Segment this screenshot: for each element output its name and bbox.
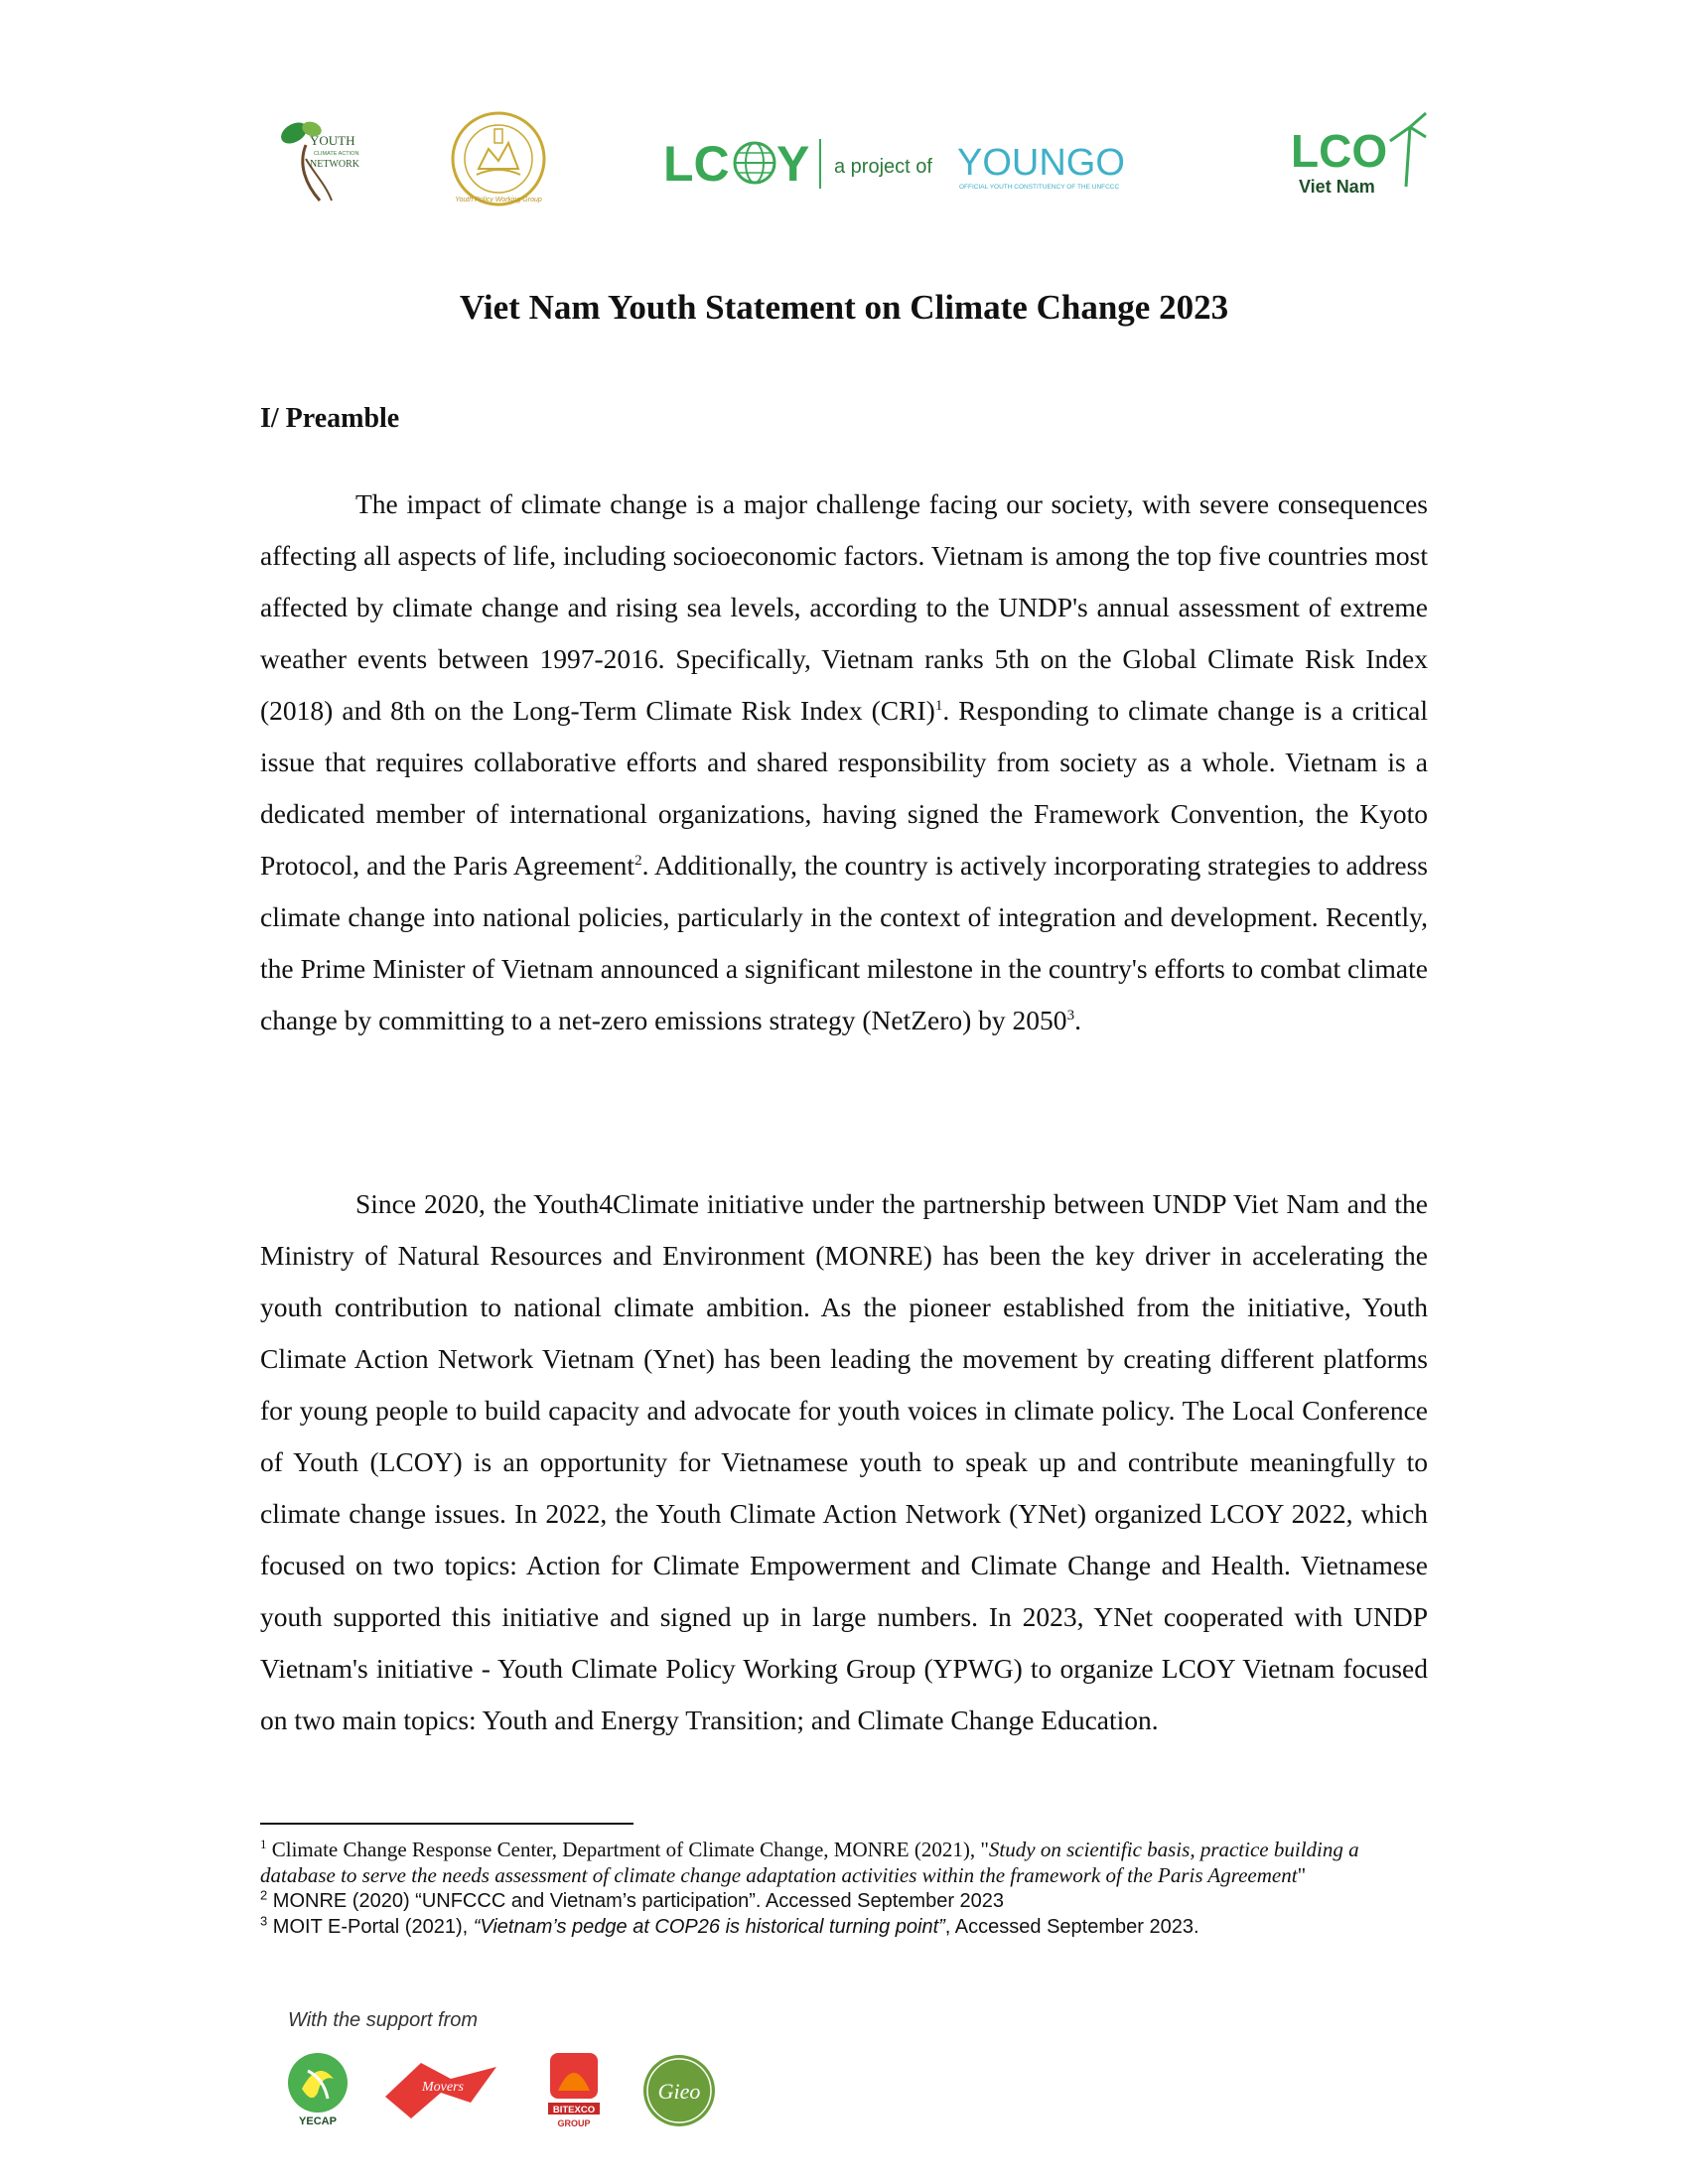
footnote-1-text: Climate Change Response Center, Department of Climate Change, MONRE (2021), " xyxy=(271,1838,989,1861)
support-label: With the support from xyxy=(288,2009,479,2031)
gieo-logo xyxy=(641,2053,717,2128)
section-heading-preamble: I/ Preamble xyxy=(260,403,400,434)
yecap-text: YECAP xyxy=(299,2116,337,2127)
paragraph-1-part-d: . xyxy=(1074,1005,1081,1035)
footnote-ref-1[interactable]: 1 xyxy=(934,697,943,714)
document-title: Viet Nam Youth Statement on Climate Change 2023 xyxy=(459,288,1229,327)
footnote-2 xyxy=(260,1888,1428,1914)
yecap-logo xyxy=(278,2049,357,2128)
paragraph-preamble-2: Since 2020, the Youth4Climate initiative under the partnership between UNDP Viet Nam and the Ministry of Natural Resources and Environment (MONRE) has been the key driver in accelerating the youth contribution to national climate ambition. As the pioneer established from the initiative, Youth Climate Action Network Vietnam (Ynet) has been leading the movement by creating different platforms for young people to build capacity and advocate for youth voices in climate policy. The Local Conference of Youth (LCOY) is an opportunity for Vietnamese youth to speak up and contribute meaningfully to climate change issues. In 2022, the Youth Climate Action Network (YNet) organized LCOY 2022, which focused on two topics: Action for Climate Empowerment and Climate Change and Health. Vietnamese youth supported this initiative and signed up in large numbers. In 2023, YNet cooperated with UNDP Vietnam's initiative - Youth Climate Policy Working Group (YPWG) to organize LCOY Vietnam focused on two main topics: Youth and Energy Transition; and Climate Change Education. xyxy=(260,1188,1428,1735)
footnote-1-number: 1 xyxy=(260,1837,267,1851)
paragraph-preamble-1 xyxy=(260,478,1428,1046)
ycan-logo-line3: NETWORK xyxy=(310,159,359,170)
paragraph-1-part-c: . Additionally, the country is actively incorporating strategies to address climate change into national policies, particularly in the context of integration and development. Recently, the Prime Minister of Vietnam announced a significant milestone in the country's efforts to combat climate change by committing to a net-zero emissions strategy (NetZero) by 2050 xyxy=(260,850,1429,1035)
lcoy-vietnam-sub: Viet Nam xyxy=(1299,177,1375,197)
footnote-2-text: MONRE (2020) “UNFCCC and Vietnam’s participation”. Accessed September 2023 xyxy=(272,1890,1005,1912)
footnote-3-number: 3 xyxy=(260,1913,268,1929)
footnote-2-number: 2 xyxy=(260,1887,268,1903)
youngo-subtext: OFFICIAL YOUTH CONSTITUENCY OF THE UNFCCC xyxy=(959,184,1120,191)
header-logos xyxy=(0,99,1688,228)
svg-text:Y: Y xyxy=(776,136,810,192)
ycan-logo-line1: YOUTH xyxy=(310,133,355,148)
movers-text: Movers xyxy=(422,2080,464,2095)
paragraph-1-part-a: The impact of climate change is a major challenge facing our society, with severe consequences affecting all aspects of life, including socioeconomic factors. Vietnam is among the top five countries most affected by climate change and rising sea levels, according to the UNDP's annual assessment of extreme weather events between 1997-2016. Specifically, Vietnam ranks 5th on the Global Climate Risk Index (2018) and 8th on the Long-Term Climate Risk Index (CRI) xyxy=(260,488,1428,726)
bitexco-text: BITEXCO xyxy=(552,2105,596,2116)
bitexco-group-text: GROUP xyxy=(557,2118,591,2128)
svg-text:LCO: LCO xyxy=(1291,125,1388,177)
paragraph-1-part-b: . Responding to climate change is a critical issue that requires collaborative efforts and shared responsibility from society as a whole. Vietnam is a dedicated member of international organizations, having signed the Framework Convention, the Kyoto Protocol, and the Paris Agreement xyxy=(260,695,1428,881)
lcoy-vietnam-logo xyxy=(1291,111,1430,201)
footnote-3-after: , Accessed September 2023. xyxy=(944,1916,1199,1938)
ycan-logo xyxy=(276,115,367,205)
footnotes xyxy=(260,1837,1428,1940)
footnote-1-after: " xyxy=(1297,1863,1307,1887)
footnote-ref-3[interactable]: 3 xyxy=(1066,1007,1075,1024)
ypwg-logo xyxy=(449,109,548,208)
svg-text:LC: LC xyxy=(663,136,730,192)
footnote-3 xyxy=(260,1914,1428,1940)
globe-icon xyxy=(735,143,774,183)
ycan-logo-line2: CLIMATE ACTION xyxy=(314,151,359,157)
gieo-text: Gieo xyxy=(657,2079,701,2104)
bitexco-logo xyxy=(544,2049,604,2130)
footnote-3-italic: “Vietnam’s pedge at COP26 is historical turning point” xyxy=(473,1916,945,1938)
lcoy-youngo-logo xyxy=(663,129,1140,199)
footnote-ref-2[interactable]: 2 xyxy=(634,852,642,869)
youngo-text: YOUNGO xyxy=(957,142,1125,184)
lcoy-connector-text: a project of xyxy=(834,156,932,178)
footnote-divider xyxy=(260,1823,633,1825)
footnote-1-italic: Study on scientific basis, practice building a database to serve the needs assessment of climate change adaptation activities within the framework of the Paris Agreement xyxy=(260,1838,1359,1887)
ypwg-logo-text: Youth Policy Working Group xyxy=(455,197,542,204)
movers-logo xyxy=(381,2057,500,2122)
footnote-3-text: MOIT E-Portal (2021), xyxy=(272,1916,474,1938)
footnote-1 xyxy=(260,1837,1428,1888)
